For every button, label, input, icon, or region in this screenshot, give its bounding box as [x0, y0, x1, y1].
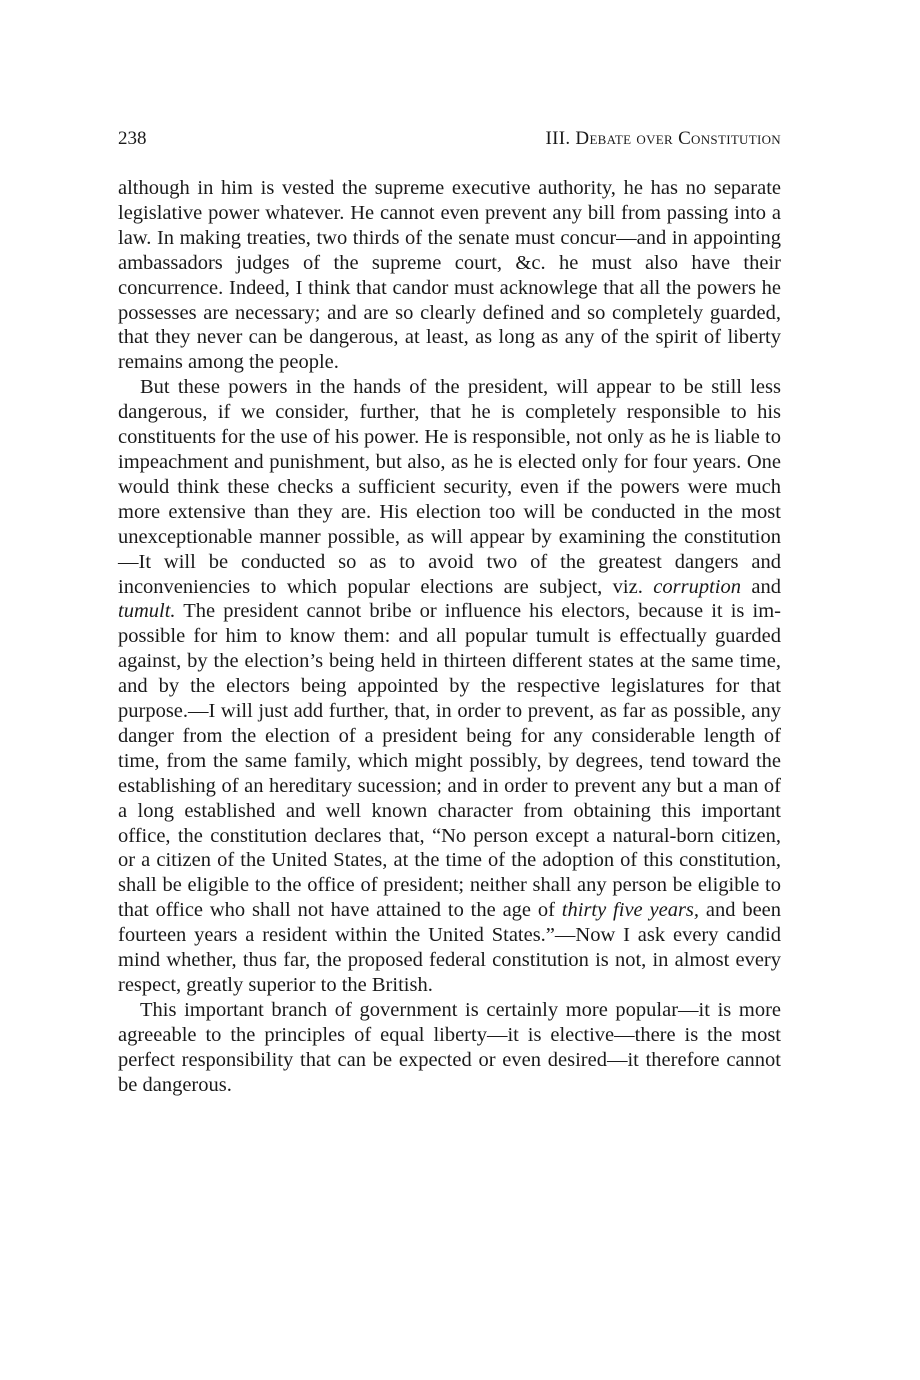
- book-page: [118, 128, 781, 1098]
- italic-term: tumult.: [118, 600, 176, 623]
- paragraph-text: and been fourteen years a resident within the United States.”—Now I ask every candid mind whether, thus far, the proposed federal constitution is not, in almost every respect, greatly superior to the British.: [118, 899, 782, 996]
- body-text: [118, 176, 781, 1098]
- paragraph-text: although in him is vested the supreme executive authority, he has no separate legislative power whatever. He cannot even prevent any bill from passing into a law. In making treaties, two thirds of the senate must concur—and in appointing ambassadors judges of the supreme court, &c. he must also have their concurrence. Indeed, I think that candor must acknowlege that all the powers he possesses are necessary; and are so clearly defined and so completely guarded, that they never can be dangerous, at least, as long as any of the spirit of liberty remains among the people.: [118, 177, 781, 374]
- page-number: 238: [118, 128, 147, 149]
- running-head: [118, 128, 781, 156]
- paragraph-2: [118, 375, 781, 998]
- paragraph-text: The president cannot bribe or influence his electors, because it is impossible for him to know them: and all popular tumult is effectually guarded against, by the election’s being held in thirteen different states at the same time, and by the electors being appointed by the respective legislatures for that purpose.—I will just add further, that, in order to prevent, as far as possible, any danger from the election of a president being for any considerable length of time, from the same family, which might possibly, by degrees, tend toward the establishing of an hereditary sucession; and in order to prevent any but a man of a long established and well known character from obtaining this important office, the constitution declares that, “No person except a natural-born citizen, or a citizen of the United States, at the time of the adoption of this constitution, shall be eligible to the office of president; neither shall any person be eligible to that office who shall not have attained to the age of: [118, 600, 781, 922]
- paragraph-text: But these powers in the hands of the president, will appear to be still less dangerous, if we consider, further, that he is completely responsible to his constituents for the use of his power. He is responsible, not only as he is liable to impeachment and punishment, but also, as he is elected only for four years. One would think these checks a sufficient security, even if the powers were much more extensive than they are. His election too will be conducted in the most unexceptionable manner possible, as will appear by examining the constitution—It will be conducted so as to avoid two of the greatest dangers and inconveniencies to which popular elections are subject, viz.: [118, 376, 781, 598]
- paragraph-1: [118, 176, 781, 375]
- italic-term: thirty five years,: [561, 899, 700, 922]
- paragraph-text: and: [740, 575, 781, 598]
- italic-term: corruption: [653, 575, 741, 598]
- paragraph-text: This important branch of government is certainly more popular—it is more agreeable to the principles of equal liberty—it is elective—there is the most perfect responsibility that can be expected or even desired—it therefore cannot be dangerous.: [118, 998, 781, 1096]
- running-title: III. Debate over Constitution: [545, 128, 781, 149]
- paragraph-3: [118, 998, 781, 1098]
